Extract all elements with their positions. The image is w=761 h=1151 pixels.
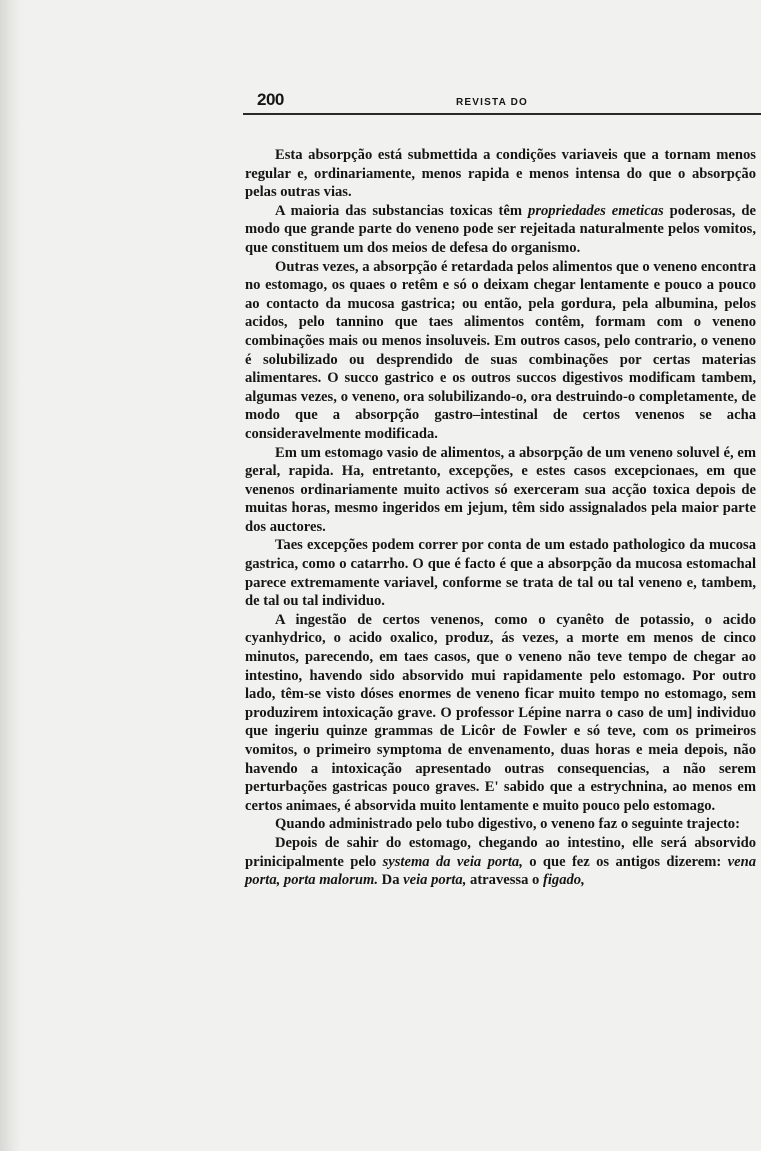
text-run: Da xyxy=(378,872,404,889)
paragraph xyxy=(245,258,756,444)
text-run: A maioria das substancias toxicas têm xyxy=(275,202,529,219)
text-run: atravessa o xyxy=(466,872,543,889)
italic-term: vena porta, porta malorum. xyxy=(245,853,756,889)
page-number: 200 xyxy=(257,90,284,109)
binding-edge-shadow xyxy=(0,0,22,1151)
text-run: Depois de sahir do estomago, chegando ao intestino, elle será absorvido prinicipalmente pelo xyxy=(245,834,756,870)
text-run: A ingestão de certos venenos, como o cyanêto de potassio, o acido cyanhydrico, o acido oxalico, produz, ás vezes, a morte em menos de cinco minutos, parecendo, em taes casos, que o veneno não teve tempo de chegar ao intestino, havendo sido absorvido mui rapidamente pelo estomago. Por outro lado, têm-se visto dóses enormes de veneno ficar muito tempo no estomago, sem produzirem intoxicação grave. O professor Lépine narra o caso de um] individuo que ingeriu quinze grammas de Licôr de Fowler e só teve, com os primeiros vomitos, o primeiro symptoma de envenamento, duas horas e meia depois, não havendo a intoxicação apresentado outras consequencias, a não serem perturbações gastricas pouco graves. E' sabido que a estrychnina, ao menos em certos animaes, é absorvida muito lentamente e muito pouco pelo estomago. xyxy=(245,611,756,814)
paragraph xyxy=(245,202,756,258)
running-head: REVISTA DO xyxy=(456,97,529,108)
paragraph xyxy=(245,444,756,537)
text-run: Taes excepções podem correr por conta de um estado pathologico da mucosa gastrica, como o catarrho. O que é facto é que a absorpção da mucosa estomachal parece extremamente variavel, conforme se trata de tal ou tal veneno e, tambem, de tal ou tal individuo. xyxy=(245,537,756,610)
header-rule xyxy=(243,113,761,115)
italic-term: propriedades emeticas xyxy=(528,202,664,219)
page-header xyxy=(243,88,761,118)
paragraph xyxy=(245,815,756,834)
italic-term: figado, xyxy=(542,872,585,889)
body-text xyxy=(245,146,756,890)
text-run: o que fez os antigos dizerem: xyxy=(522,853,728,870)
paragraph xyxy=(245,536,756,610)
text-run: Outras vezes, a absorpção é retardada pelos alimentos que o veneno encontra no estomago, os quaes o retêm e só o deixam chegar lentamente e pouco a pouco ao contacto da mucosa gastrica; ou então, pela gordura, pela albumina, pelos acidos, pelo tannino que taes alimentos contêm, formam com o veneno combinações mais ou menos insoluveis. Em outros casos, pelo contrario, o veneno é solubilizado ou desprendido de suas combinações por certas materias alimentares. O succo gastrico e os outros succos digestivos modificam tambem, algumas vezes, o veneno, ora solubilizando-o, ora destruindo-o completamente, de modo que a absorpção gastro–intestinal de certos venenos se acha consideravelmente modificada. xyxy=(245,258,756,442)
text-run: Em um estomago vasio de alimentos, a absorpção de um veneno soluvel é, em geral, rapida. Ha, entretanto, excepções, e estes casos excepcionaes, em que venenos ordinariamente muito activos só exerceram sua acção toxica depois de muitas horas, mesmo ingeridos em jejum, têm sido assignalados pela maior parte dos auctores. xyxy=(245,444,756,535)
paragraph xyxy=(245,834,756,890)
italic-term: systema da veia porta, xyxy=(382,853,523,870)
text-run: poderosas, de modo que grande parte do veneno pode ser rejeitada naturalmente pelos vomitos, que constituem um dos meios de defesa do organismo. xyxy=(245,202,756,256)
italic-term: veia porta, xyxy=(403,872,467,889)
paragraph xyxy=(245,611,756,816)
paragraph xyxy=(245,146,756,202)
text-run: Quando administrado pelo tubo digestivo, o veneno faz o seguinte trajecto: xyxy=(275,816,740,833)
text-run: Esta absorpção está submettida a condições variaveis que a tornam menos regular e, ordinariamente, menos rapida e menos intensa do que o absorpção pelas outras vias. xyxy=(245,147,756,201)
